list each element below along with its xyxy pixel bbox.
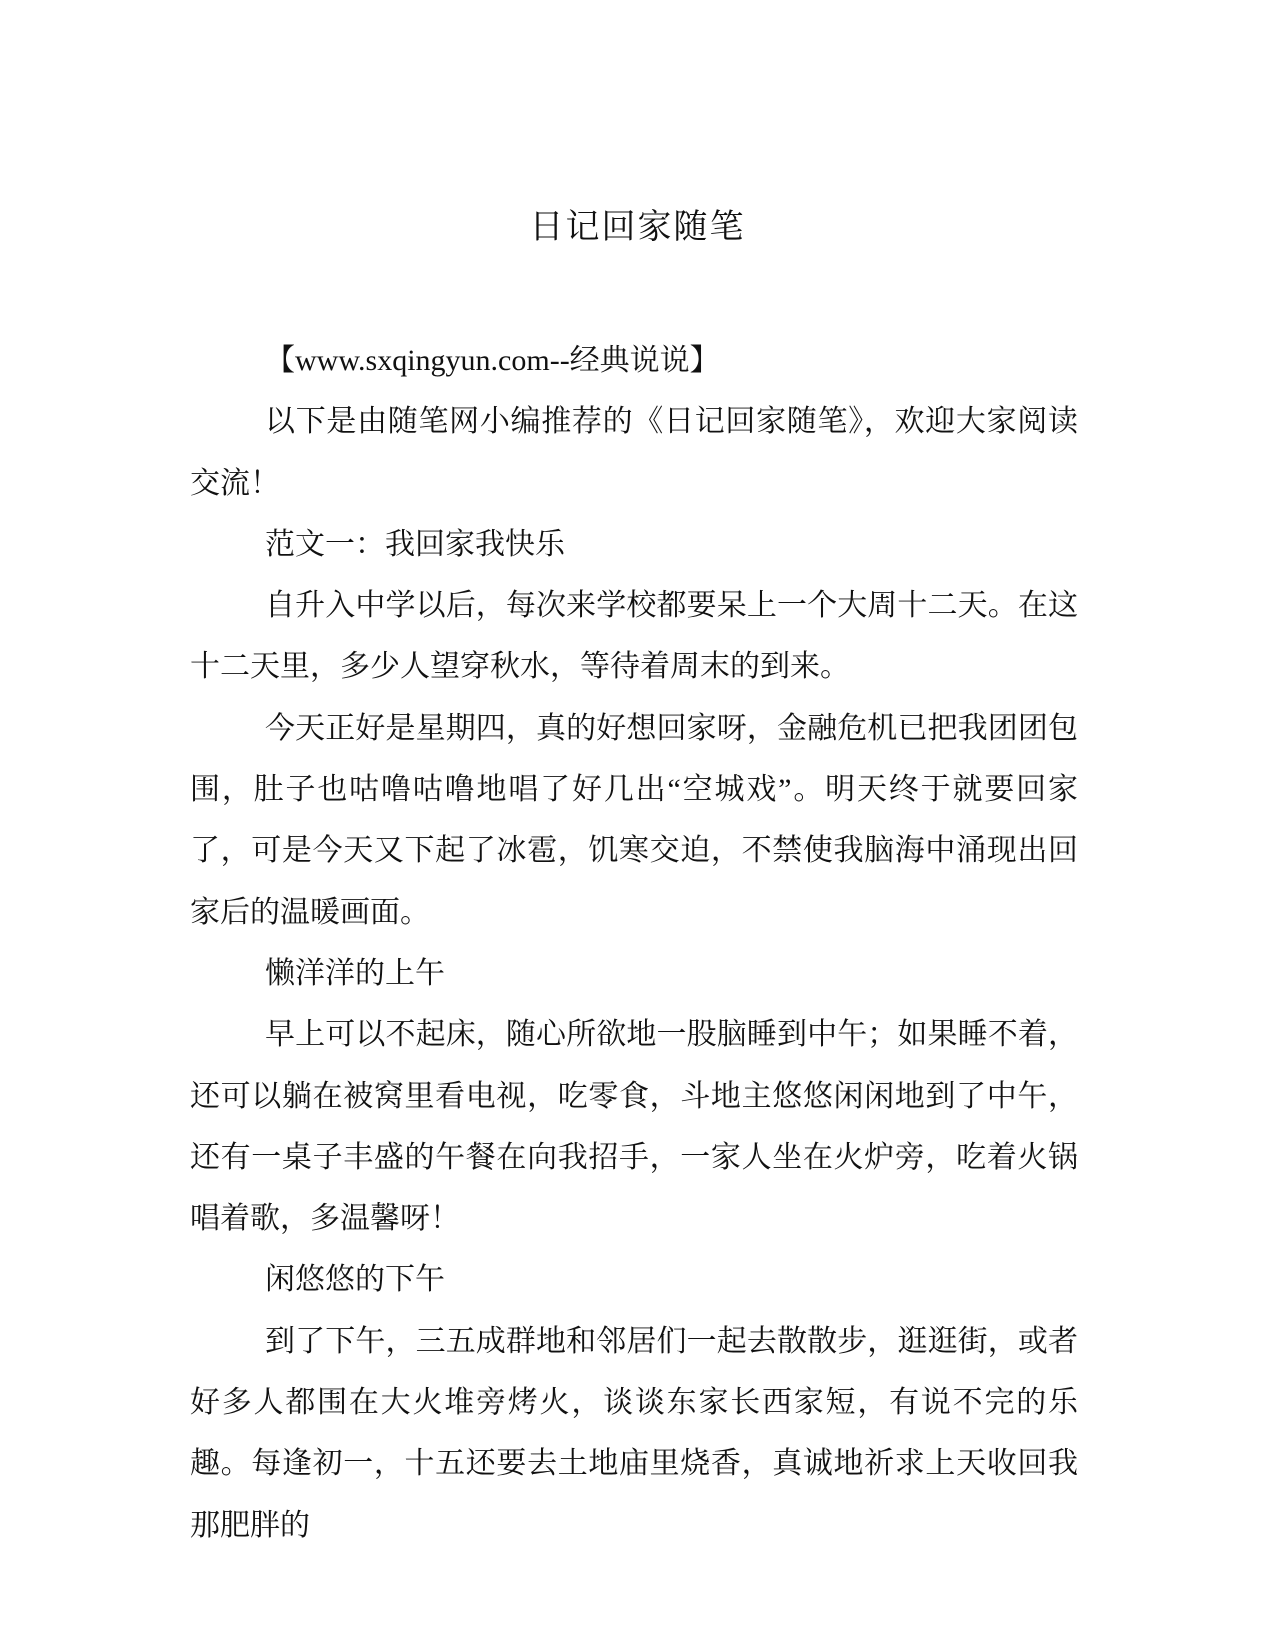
document-title: 日记回家随笔 bbox=[529, 208, 746, 246]
document-body bbox=[190, 330, 1078, 1556]
paragraph-body: 今天正好是星期四，真的好想回家呀，金融危机已把我团团包围，肚子也咕噜咕噜地唱了好几出“空城戏”。明天终于就要回家了，可是今天又下起了冰雹，饥寒交迫，不禁使我脑海中涌现出回家后的温暖画面。 bbox=[190, 711, 1078, 929]
paragraph-body: 自升入中学以后，每次来学校都要呆上一个大周十二天。在这十二天里，多少人望穿秋水，等待着周末的到来。 bbox=[190, 589, 1078, 684]
section-heading-afternoon: 闲悠悠的下午 bbox=[265, 1263, 445, 1297]
paragraph-intro: 以下是由随笔网小编推荐的《日记回家随笔》，欢迎大家阅读交流！ bbox=[190, 405, 1078, 500]
paragraph-body: 到了下午，三五成群地和邻居们一起去散散步，逛逛街，或者好多人都围在大火堆旁烤火，谈谈东家长西家短，有说不完的乐趣。每逢初一，十五还要去土地庙里烧香，真诚地祈求上天收回我那肥胖的 bbox=[190, 1324, 1078, 1542]
section-heading-morning: 懒洋洋的上午 bbox=[265, 956, 445, 990]
source-tag: 【www.sxqingyun.com--经典说说】 bbox=[265, 344, 720, 377]
section-heading-sample-one: 范文一：我回家我快乐 bbox=[265, 527, 565, 561]
paragraph-body: 早上可以不起床，随心所欲地一股脑睡到中午；如果睡不着，还可以躺在被窝里看电视，吃零食，斗地主悠悠闲闲地到了中午，还有一桌子丰盛的午餐在向我招手，一家人坐在火炉旁，吃着火锅唱着歌，多温馨呀！ bbox=[190, 1018, 1078, 1236]
